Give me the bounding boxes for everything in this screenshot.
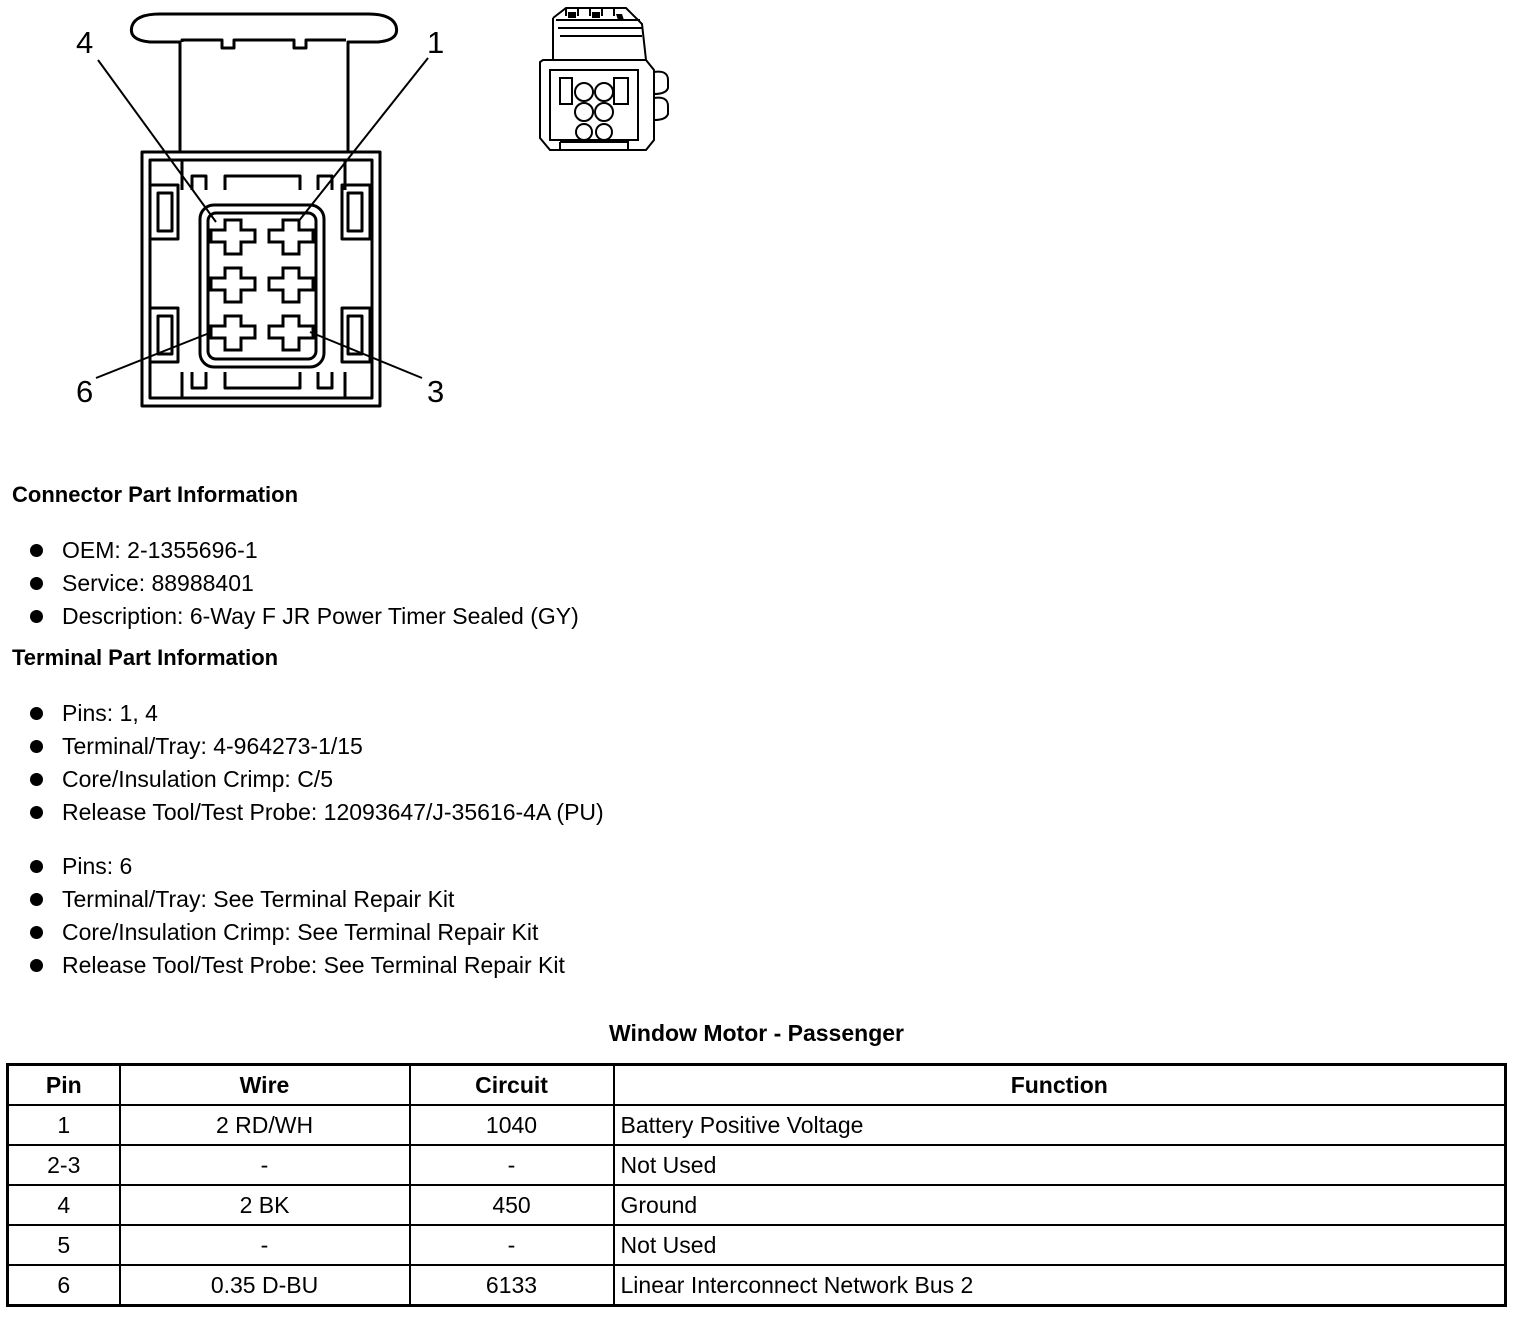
bullet-icon <box>30 806 43 819</box>
table-row <box>8 1105 1506 1145</box>
cell-wire: 0.35 D-BU <box>120 1265 410 1306</box>
cell-circuit: 1040 <box>410 1105 614 1145</box>
column-header-pin: Pin <box>8 1065 120 1106</box>
cell-pin: 6 <box>8 1265 120 1306</box>
leader-line-6 <box>96 332 212 378</box>
connector-info-heading: Connector Part Information <box>12 482 299 507</box>
column-header-circuit: Circuit <box>410 1065 614 1106</box>
list-item <box>0 916 565 949</box>
bullet-icon <box>30 610 43 623</box>
cell-pin: 4 <box>8 1185 120 1225</box>
terminal-2 <box>269 268 313 302</box>
bullet-icon <box>30 860 43 873</box>
terminal-info-group-1 <box>0 697 604 829</box>
cell-pin: 2-3 <box>8 1145 120 1185</box>
bullet-icon <box>30 893 43 906</box>
table-row <box>8 1185 1506 1225</box>
pin-table <box>6 1063 1507 1307</box>
bullet-icon <box>30 707 43 720</box>
list-item-text: Description: 6-Way F JR Power Timer Sealed (GY) <box>62 603 579 629</box>
terminal-crosses <box>211 220 313 350</box>
pin-label-3: 3 <box>427 374 445 409</box>
list-item <box>0 763 604 796</box>
pin-label-4: 4 <box>76 25 94 60</box>
cell-circuit: - <box>410 1225 614 1265</box>
cell-wire: - <box>120 1225 410 1265</box>
list-item-text: Release Tool/Test Probe: 12093647/J-35616-4A (PU) <box>62 799 604 825</box>
table-title: Window Motor - Passenger <box>609 1020 904 1046</box>
pin-label-6: 6 <box>76 374 94 409</box>
list-item-text: Pins: 1, 4 <box>62 700 158 726</box>
cell-wire: 2 BK <box>120 1185 410 1225</box>
list-item <box>0 850 565 883</box>
table-header-row <box>8 1065 1506 1106</box>
connector-3d-view <box>540 8 668 150</box>
cell-function: Linear Interconnect Network Bus 2 <box>614 1265 1506 1306</box>
latch-window <box>182 40 346 48</box>
terminal-info-heading: Terminal Part Information <box>12 645 279 670</box>
list-item-text: Service: 88988401 <box>62 570 254 596</box>
list-item-text: OEM: 2-1355696-1 <box>62 537 258 563</box>
cell-function: Not Used <box>614 1225 1506 1265</box>
cell-function: Ground <box>614 1185 1506 1225</box>
pin-label-1: 1 <box>427 25 445 60</box>
list-item-text: Pins: 6 <box>62 853 133 879</box>
column-header-wire: Wire <box>120 1065 410 1106</box>
list-item <box>0 567 579 600</box>
terminal-3 <box>269 316 313 350</box>
bullet-icon <box>30 544 43 557</box>
bullet-icon <box>30 740 43 753</box>
cell-wire: 2 RD/WH <box>120 1105 410 1145</box>
cell-pin: 1 <box>8 1105 120 1145</box>
list-item <box>0 534 579 567</box>
terminal-6 <box>211 316 255 350</box>
bullet-icon <box>30 577 43 590</box>
list-item-text: Core/Insulation Crimp: See Terminal Repair Kit <box>62 919 539 945</box>
connector-latch <box>131 14 396 152</box>
cell-circuit: 450 <box>410 1185 614 1225</box>
connector-diagram <box>0 0 1520 440</box>
column-header-function: Function <box>614 1065 1506 1106</box>
cell-wire: - <box>120 1145 410 1185</box>
bullet-icon <box>30 959 43 972</box>
list-item-text: Core/Insulation Crimp: C/5 <box>62 766 333 792</box>
list-item <box>0 730 604 763</box>
list-item <box>0 697 604 730</box>
list-item <box>0 600 579 633</box>
list-item-text: Terminal/Tray: See Terminal Repair Kit <box>62 886 455 912</box>
bullet-icon <box>30 773 43 786</box>
table-row <box>8 1225 1506 1265</box>
leader-line-3 <box>310 332 422 378</box>
connector-info-list <box>0 534 579 633</box>
terminal-5 <box>211 268 255 302</box>
cell-function: Not Used <box>614 1145 1506 1185</box>
terminal-1 <box>269 220 313 254</box>
list-item <box>0 796 604 829</box>
terminal-info-group-2 <box>0 850 565 982</box>
list-item <box>0 883 565 916</box>
bullet-icon <box>30 926 43 939</box>
cell-function: Battery Positive Voltage <box>614 1105 1506 1145</box>
list-item-text: Terminal/Tray: 4-964273-1/15 <box>62 733 363 759</box>
list-item <box>0 949 565 982</box>
cell-circuit: 6133 <box>410 1265 614 1306</box>
list-item-text: Release Tool/Test Probe: See Terminal Repair Kit <box>62 952 565 978</box>
table-row <box>8 1265 1506 1306</box>
terminal-4 <box>211 220 255 254</box>
cell-pin: 5 <box>8 1225 120 1265</box>
cell-circuit: - <box>410 1145 614 1185</box>
table-row <box>8 1145 1506 1185</box>
